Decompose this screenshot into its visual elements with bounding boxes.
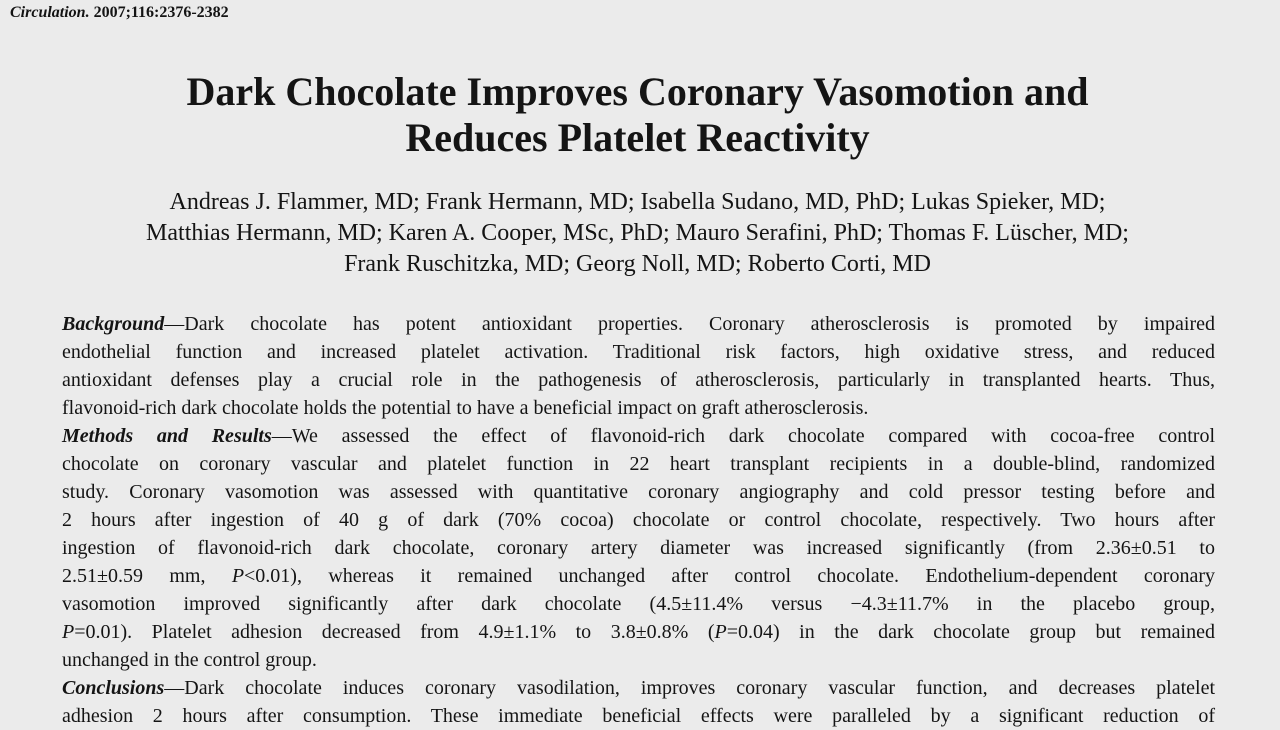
paper-title-line-2: Reduces Platelet Reactivity bbox=[405, 115, 870, 160]
author-line-3: Frank Ruschitzka, MD; Georg Noll, MD; Roberto Corti, MD bbox=[344, 251, 931, 277]
abstract-background bbox=[62, 310, 1215, 422]
methods-text-6b: <0.01), whereas it remained unchanged after control chocolate. Endothelium-dependent coronary bbox=[244, 565, 1216, 587]
p-value-symbol: P bbox=[62, 621, 75, 643]
abstract bbox=[62, 310, 1215, 730]
methods-line-5: ingestion of flavonoid-rich dark chocolate, coronary artery diameter was increased significantly (from 2.36±0.51 to bbox=[62, 537, 1215, 559]
citation-volume: 2007;116:2376-2382 bbox=[89, 4, 229, 21]
paper-title-line-1: Dark Chocolate Improves Coronary Vasomotion and bbox=[186, 69, 1089, 114]
methods-heading: Methods and Results bbox=[62, 425, 272, 447]
paper-title bbox=[0, 69, 1275, 161]
methods-line-4: 2 hours after ingestion of 40 g of dark (70% cocoa) chocolate or control chocolate, respectively. Two hours after bbox=[62, 509, 1215, 531]
methods-line-8 bbox=[62, 618, 1215, 646]
p-value-symbol: P bbox=[714, 621, 727, 643]
background-heading: Background bbox=[62, 313, 165, 335]
conclusions-heading: Conclusions bbox=[62, 677, 165, 699]
background-line-4: flavonoid-rich dark chocolate holds the potential to have a beneficial impact on graft atherosclerosis. bbox=[62, 397, 869, 419]
methods-text-6a: 2.51±0.59 mm, bbox=[62, 565, 232, 587]
background-line-2: endothelial function and increased platelet activation. Traditional risk factors, high oxidative stress, and reduced bbox=[62, 341, 1215, 363]
methods-line-3: study. Coronary vasomotion was assessed with quantitative coronary angiography and cold pressor testing before and bbox=[62, 481, 1215, 503]
citation bbox=[10, 4, 229, 22]
methods-line-7: vasomotion improved significantly after dark chocolate (4.5±11.4% versus −4.3±11.7% in the placebo group, bbox=[62, 593, 1215, 615]
methods-line-9: unchanged in the control group. bbox=[62, 649, 317, 671]
citation-journal: Circulation. bbox=[10, 4, 90, 21]
p-value-symbol: P bbox=[231, 565, 245, 587]
methods-text-8a: =0.01). Platelet adhesion decreased from 4.9±1.1% to 3.8±0.8% ( bbox=[74, 621, 715, 643]
abstract-methods-results bbox=[62, 422, 1215, 674]
methods-line-1 bbox=[62, 422, 1216, 450]
methods-line-6 bbox=[62, 562, 1216, 590]
background-line-3: antioxidant defenses play a crucial role in the pathogenesis of atherosclerosis, particularly in transplanted hearts. Thus, bbox=[62, 369, 1215, 391]
conclusions-line-2: adhesion 2 hours after consumption. These immediate beneficial effects were paralleled by a significant reduction of bbox=[62, 705, 1215, 727]
conclusions-text-1: —Dark chocolate induces coronary vasodilation, improves coronary vascular function, and decreases platelet bbox=[164, 677, 1215, 699]
methods-text-1: —We assessed the effect of flavonoid-rich dark chocolate compared with cocoa-free control bbox=[271, 425, 1216, 447]
methods-line-2: chocolate on coronary vascular and platelet function in 22 heart transplant recipients in a double-blind, randomized bbox=[62, 453, 1215, 475]
author-line-2: Matthias Hermann, MD; Karen A. Cooper, MSc, PhD; Mauro Serafini, PhD; Thomas F. Lüscher, MD; bbox=[146, 220, 1129, 246]
conclusions-line-1 bbox=[62, 674, 1215, 702]
author-list bbox=[0, 187, 1275, 280]
background-line-1 bbox=[62, 310, 1215, 338]
methods-text-8b: =0.04) in the dark chocolate group but remained bbox=[726, 621, 1215, 643]
abstract-conclusions bbox=[62, 674, 1215, 730]
author-line-1: Andreas J. Flammer, MD; Frank Hermann, MD; Isabella Sudano, MD, PhD; Lukas Spieker, MD; bbox=[169, 189, 1106, 215]
background-text-1: —Dark chocolate has potent antioxidant properties. Coronary atherosclerosis is promoted by impaired bbox=[164, 313, 1215, 335]
